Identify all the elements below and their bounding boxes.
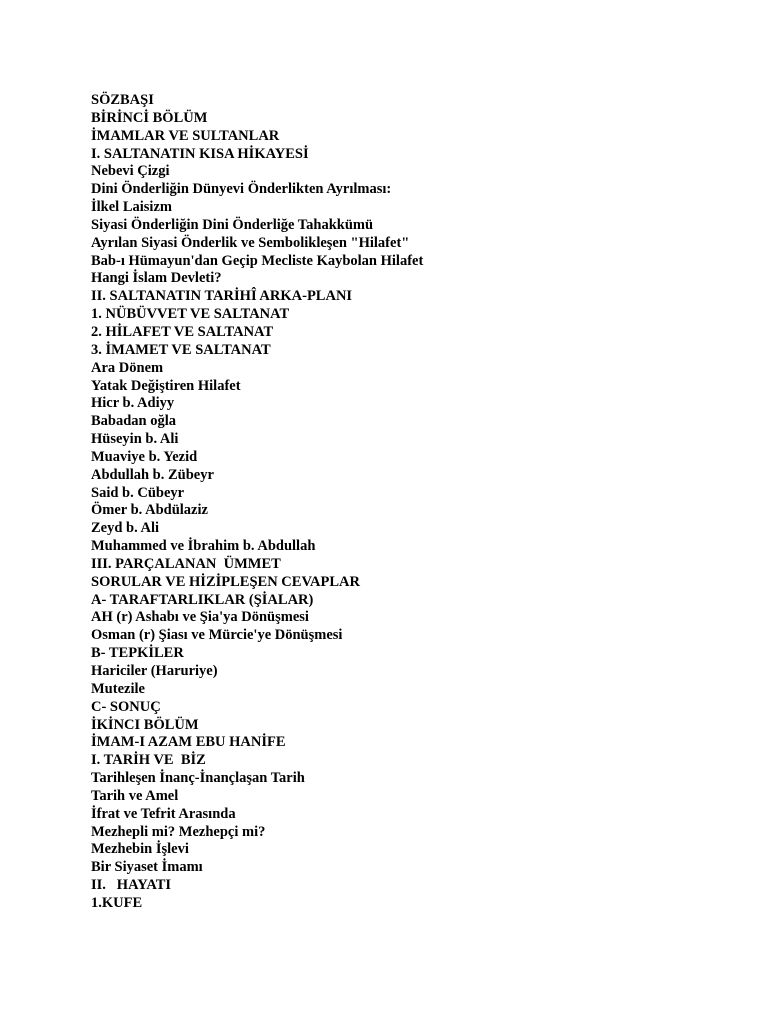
- toc-line: C- SONUÇ: [91, 698, 161, 715]
- toc-line: I. TARİH VE BİZ: [91, 752, 206, 769]
- toc-line: Ara Dönem: [91, 359, 164, 376]
- toc-line: İfrat ve Tefrit Arasında: [91, 805, 236, 822]
- toc-line: BİRİNCİ BÖLÜM: [91, 109, 208, 126]
- toc-line: Hüseyin b. Ali: [91, 431, 179, 448]
- toc-line: Hariciler (Haruriye): [91, 663, 218, 679]
- toc-line: Abdullah b. Zübeyr: [91, 466, 214, 483]
- toc-line: Ayrılan Siyasi Önderlik ve Sembolikleşen "Hilafet": [91, 234, 410, 251]
- toc-line: Yatak Değiştiren Hilafet: [91, 377, 241, 394]
- table-of-contents: [91, 92, 423, 913]
- toc-line: Zeyd b. Ali: [91, 520, 160, 537]
- toc-line: SÖZBAŞI: [91, 92, 154, 108]
- toc-line: I. SALTANATIN KISA HİKAYESİ: [91, 145, 309, 162]
- toc-line: III. PARÇALANAN ÜMMET: [91, 555, 281, 572]
- toc-line: II. HAYATI: [91, 877, 172, 894]
- toc-line: A- TARAFTARLIKLAR (ŞİALAR): [91, 591, 314, 608]
- toc-line: İlkel Laisizm: [91, 199, 172, 216]
- toc-line: 2. HİLAFET VE SALTANAT: [91, 323, 274, 340]
- toc-line: Muaviye b. Yezid: [91, 448, 198, 465]
- toc-line: Ömer b. Abdülaziz: [91, 502, 208, 519]
- toc-line: Babadan oğla: [91, 413, 177, 430]
- toc-line: Osman (r) Şiası ve Mürcie'ye Dönüşmesi: [91, 627, 343, 644]
- toc-line: Hangi İslam Devleti?: [91, 270, 222, 287]
- toc-line: Mutezile: [91, 680, 145, 697]
- toc-line: Nebevi Çizgi: [91, 163, 170, 180]
- toc-line: İMAM-I AZAM EBU HANİFE: [91, 734, 286, 751]
- toc-line: 1.KUFE: [91, 894, 143, 911]
- toc-line: Said b. Cübeyr: [91, 484, 185, 501]
- toc-line: AH (r) Ashabı ve Şia'ya Dönüşmesi: [91, 609, 309, 626]
- toc-line: İMAMLAR VE SULTANLAR: [91, 127, 280, 144]
- toc-line: Bab-ı Hümayun'dan Geçip Mecliste Kaybolan Hilafet: [91, 252, 424, 269]
- toc-line: Dini Önderliğin Dünyevi Önderlikten Ayrılması:: [91, 181, 392, 198]
- toc-line: 1. NÜBÜVVET VE SALTANAT: [91, 306, 290, 323]
- toc-line: SORULAR VE HİZİPLEŞEN CEVAPLAR: [91, 573, 360, 590]
- toc-line: Tarih ve Amel: [91, 787, 179, 804]
- toc-line: Siyasi Önderliğin Dini Önderliğe Tahakkümü: [91, 216, 374, 233]
- toc-line: II. SALTANATIN TARİHÎ ARKA-PLANI: [91, 288, 353, 305]
- toc-line: B- TEPKİLER: [91, 645, 184, 662]
- toc-line: Hicr b. Adiyy: [91, 395, 175, 412]
- toc-line: Bir Siyaset İmamı: [91, 859, 203, 876]
- toc-line: Tarihleşen İnanç-İnançlaşan Tarih: [91, 770, 305, 787]
- toc-line: Muhammed ve İbrahim b. Abdullah: [91, 538, 316, 555]
- toc-line: Mezhepli mi? Mezhepçi mi?: [91, 823, 266, 840]
- toc-line: 3. İMAMET VE SALTANAT: [91, 341, 271, 358]
- toc-line: Mezhebin İşlevi: [91, 841, 189, 858]
- toc-line: İKİNCI BÖLÜM: [91, 716, 199, 733]
